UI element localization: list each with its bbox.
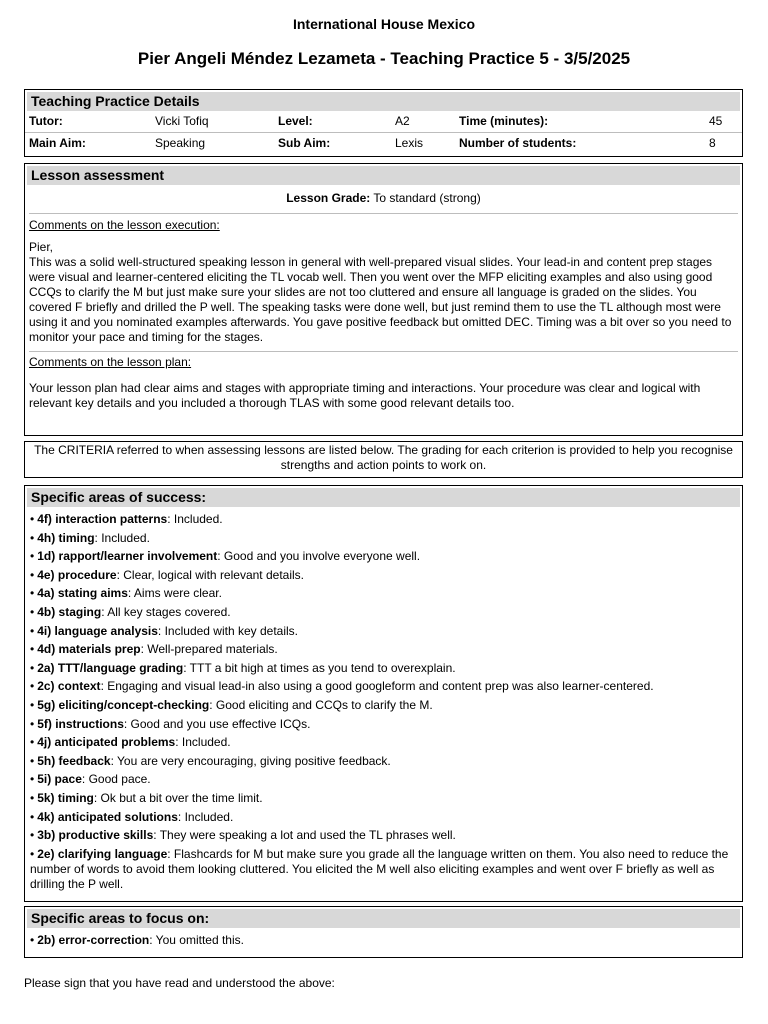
bullet-icon: • xyxy=(30,567,35,582)
criterion-item xyxy=(30,847,737,892)
criterion-item xyxy=(30,568,737,583)
organization-name: International House Mexico xyxy=(292,16,476,32)
criterion-comment: : You are very encouraging, giving positive feedback. xyxy=(110,753,391,768)
criterion-key: 1d) rapport/learner involvement xyxy=(37,549,218,564)
criterion-key: 5g) eliciting/concept-checking xyxy=(37,697,210,712)
criterion-comment: : Well-prepared materials. xyxy=(140,642,278,657)
criterion-key: 4h) timing xyxy=(37,530,95,545)
criterion-item xyxy=(30,698,737,713)
bullet-icon: • xyxy=(30,642,35,657)
details-box xyxy=(24,89,743,157)
criterion-item xyxy=(30,531,737,546)
focus-box xyxy=(24,906,743,958)
criteria-note-box xyxy=(24,441,743,478)
time-value: 45 xyxy=(709,114,723,128)
tutor-value: Vicki Tofiq xyxy=(155,114,209,128)
bullet-icon: • xyxy=(30,549,35,564)
criterion-comment: : Aims were clear. xyxy=(127,586,222,601)
criterion-comment: : Good eliciting and CCQs to clarify the M. xyxy=(209,697,433,712)
criterion-comment: : Flashcards for M but make sure you grade all the language written on them. You also need to reduce the number of words to avoid them looking cluttered. You elicited the M well also eliciting examples and went over F briefly as well as drilling the P well. xyxy=(30,846,729,891)
criterion-comment: : Engaging and visual lead-in also using a good googleform and content prep was also learner-centered. xyxy=(100,679,654,694)
criterion-comment: : They were speaking a lot and used the TL phrases well. xyxy=(153,828,456,843)
bullet-icon: • xyxy=(30,753,35,768)
criterion-item xyxy=(30,754,737,769)
criterion-key: 4d) materials prep xyxy=(37,642,141,657)
signature-prompt: Please sign that you have read and understood the above: xyxy=(24,976,335,990)
criterion-item xyxy=(30,735,737,750)
bullet-icon: • xyxy=(30,846,35,861)
criterion-comment: : Included. xyxy=(167,512,223,526)
criterion-item xyxy=(30,512,737,527)
bullet-icon: • xyxy=(30,772,35,787)
details-row-1 xyxy=(25,111,742,133)
criterion-item xyxy=(30,586,737,601)
criterion-item xyxy=(30,810,737,825)
lesson-grade xyxy=(25,191,742,206)
success-list xyxy=(25,512,742,892)
level-value: A2 xyxy=(395,114,410,128)
criterion-item xyxy=(30,624,737,639)
criterion-key: 2b) error-correction xyxy=(37,933,150,947)
bullet-icon: • xyxy=(30,933,35,947)
criterion-key: 4k) anticipated solutions xyxy=(37,809,178,824)
criterion-comment: : TTT a bit high at times as you tend to overexplain. xyxy=(183,660,456,675)
criterion-comment: : All key stages covered. xyxy=(101,604,231,619)
bullet-icon: • xyxy=(30,809,35,824)
criteria-note: The CRITERIA referred to when assessing lessons are listed below. The grading for each criterion is provided to help you recognise strengths and action points to work on. xyxy=(34,443,733,472)
criterion-comment: : Clear, logical with relevant details. xyxy=(116,567,304,582)
success-heading: Specific areas of success: xyxy=(27,488,740,507)
criterion-comment: : Included. xyxy=(177,809,234,824)
bullet-icon: • xyxy=(30,697,35,712)
criterion-key: 4f) interaction patterns xyxy=(37,512,168,526)
criterion-key: 4j) anticipated problems xyxy=(37,735,176,750)
criterion-key: 4a) stating aims xyxy=(37,586,128,601)
bullet-icon: • xyxy=(30,623,35,638)
criterion-key: 5f) instructions xyxy=(37,716,124,731)
assessment-box xyxy=(24,163,743,436)
criterion-item xyxy=(30,828,737,843)
time-label: Time (minutes): xyxy=(459,114,549,128)
criterion-comment: : You omitted this. xyxy=(149,933,244,947)
criterion-comment: : Good and you involve everyone well. xyxy=(217,549,421,564)
criterion-key: 4e) procedure xyxy=(37,567,117,582)
bullet-icon: • xyxy=(30,512,35,526)
students-label: Number of students: xyxy=(459,136,577,150)
details-row-2 xyxy=(25,133,742,154)
page-title: Pier Angeli Méndez Lezameta - Teaching Practice 5 - 3/5/2025 xyxy=(137,49,631,68)
execution-comments: This was a solid well-structured speaking lesson in general with well-prepared visual slides. Your lead-in and content prep stages were visual and learner-centered eliciting the TL vocab well. Then you went over the MFP eliciting examples and also using good CCQs to clarify the M but just make sure your slides are not too cluttered and ensure all language is graded on the slides. You covered F briefly and drilled the P well. The speaking tasks were done well, but just remind them to use the TL although most were using it and you nominated examples afterwards. You gave positive feedback but omitted DEC. Timing was a bit over so you need to monitor your pace and timing for the stages. xyxy=(29,255,732,344)
criterion-comment: : Ok but a bit over the time limit. xyxy=(93,790,263,805)
criterion-key: 4i) language analysis xyxy=(37,623,158,638)
criterion-key: 2e) clarifying language xyxy=(37,846,168,861)
criterion-key: 5k) timing xyxy=(37,790,94,805)
criterion-key: 2c) context xyxy=(37,679,101,694)
criterion-item xyxy=(30,661,737,676)
criterion-item xyxy=(30,605,737,620)
criterion-item xyxy=(30,772,737,787)
criterion-key: 3b) productive skills xyxy=(37,828,154,843)
grade-label: Lesson Grade: xyxy=(286,191,371,205)
tutor-label: Tutor: xyxy=(29,114,63,128)
sub-aim-label: Sub Aim: xyxy=(278,136,331,150)
success-box xyxy=(24,485,743,902)
plan-comments: Your lesson plan had clear aims and stages with appropriate timing and interactions. Your procedure was clear and logical with relevant key details and you included a thorough TLAS with some good relevant details too. xyxy=(29,381,701,410)
assessment-heading: Lesson assessment xyxy=(27,166,740,185)
bullet-icon: • xyxy=(30,790,35,805)
main-aim-label: Main Aim: xyxy=(29,136,86,150)
criterion-comment: : Good and you use effective ICQs. xyxy=(123,716,311,731)
bullet-icon: • xyxy=(30,660,35,675)
criterion-key: 5h) feedback xyxy=(37,753,111,768)
execution-title: Comments on the lesson execution: xyxy=(29,218,220,232)
plan-title: Comments on the lesson plan: xyxy=(29,355,192,369)
bullet-icon: • xyxy=(30,716,35,731)
level-label: Level: xyxy=(278,114,313,128)
bullet-icon: • xyxy=(30,679,35,694)
criterion-comment: : Included. xyxy=(175,735,231,750)
criterion-item xyxy=(30,933,737,948)
criterion-item xyxy=(30,717,737,732)
focus-heading: Specific areas to focus on: xyxy=(27,909,740,928)
execution-greeting: Pier, xyxy=(29,240,54,254)
bullet-icon: • xyxy=(30,828,35,843)
criterion-item xyxy=(30,791,737,806)
grade-value: To standard (strong) xyxy=(370,191,481,205)
details-heading: Teaching Practice Details xyxy=(27,92,740,111)
bullet-icon: • xyxy=(30,586,35,601)
bullet-icon: • xyxy=(30,530,35,545)
criterion-comment: : Included with key details. xyxy=(157,623,298,638)
criterion-comment: : Good pace. xyxy=(81,772,151,787)
sub-aim-value: Lexis xyxy=(395,136,424,150)
criterion-key: 5i) pace xyxy=(37,772,82,787)
criterion-item xyxy=(30,549,737,564)
main-aim-value: Speaking xyxy=(155,136,206,150)
criterion-key: 2a) TTT/language grading xyxy=(37,660,184,675)
criterion-key: 4b) staging xyxy=(37,604,102,619)
criterion-comment: : Included. xyxy=(94,530,150,545)
bullet-icon: • xyxy=(30,735,35,750)
bullet-icon: • xyxy=(30,604,35,619)
criterion-item xyxy=(30,679,737,694)
focus-list xyxy=(25,933,742,948)
students-value: 8 xyxy=(709,136,716,150)
criterion-item xyxy=(30,642,737,657)
